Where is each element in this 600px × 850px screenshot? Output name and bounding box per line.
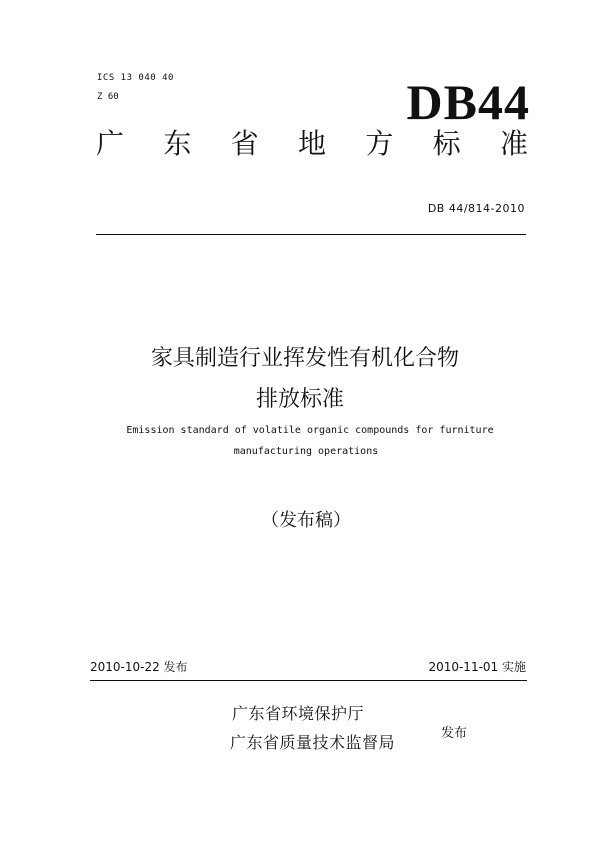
issuer-quality-bureau: 广东省质量技术监督局	[230, 733, 396, 752]
standard-mark: DB44	[406, 74, 530, 130]
standard-number: DB 44/814-2010	[427, 202, 525, 215]
issue-label: 发布	[441, 726, 468, 741]
title-english-line2: manufacturing operations	[233, 446, 379, 457]
title-chinese-line2: 排放标准	[255, 387, 344, 412]
standard-type-char: 准	[499, 127, 528, 160]
standard-type-char: 广	[96, 127, 125, 160]
standard-type-char: 地	[297, 127, 326, 160]
ics-code: ICS 13 040 40	[97, 73, 174, 83]
issuer-environment-department: 广东省环境保护厅	[232, 704, 365, 723]
title-english-line1: Emission standard of volatile organic compounds for furniture	[126, 425, 494, 436]
standard-type-char: 标	[432, 127, 461, 160]
header-divider	[96, 234, 526, 235]
draft-label: （发布稿）	[261, 510, 351, 531]
standard-type-char: 省	[230, 127, 259, 160]
implementation-date: 2010-11-01 实施	[428, 660, 526, 674]
classification-code: Z 60	[97, 92, 119, 102]
issue-date: 2010-10-22 发布	[90, 660, 188, 674]
standard-type-char: 方	[365, 127, 394, 160]
standard-type-title	[96, 124, 528, 164]
title-chinese-line1: 家具制造行业挥发性有机化合物	[150, 346, 459, 371]
standard-type-char: 东	[163, 127, 192, 160]
footer-divider	[90, 680, 527, 681]
